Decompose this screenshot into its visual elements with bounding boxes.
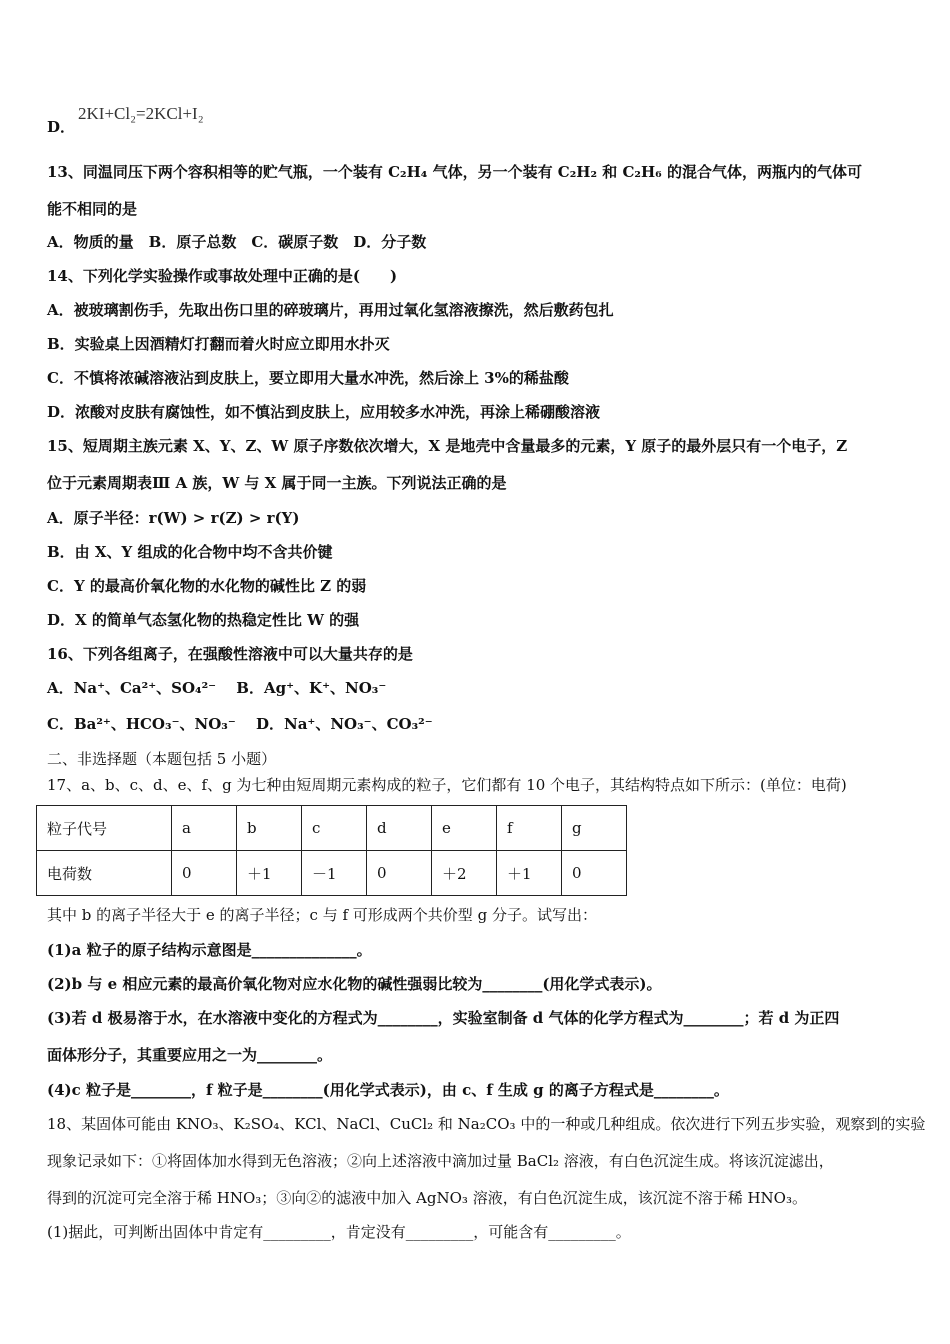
q17-stem: 17、a、b、c、d、e、f、g 为七种由短周期元素构成的粒子，它们都有 10 个电子，其结构特点如下所示：(单位：电荷) [47,776,847,794]
option-d-label: D． [47,118,76,136]
q15-option-b: B．由 X、Y 组成的化合物中均不含共价键 [47,543,333,561]
table-cell: e [432,806,497,851]
q15-option-d: D．X 的简单气态氢化物的热稳定性比 W 的强 [47,611,360,629]
q14-option-c: C．不慎将浓碱溶液沾到皮肤上，要立即用大量水冲洗，然后涂上 3%的稀盐酸 [47,369,569,387]
table-cell: 0 [367,851,432,896]
table-cell: b [237,806,302,851]
q18-part1: (1)据此，可判断出固体中肯定有_________，肯定没有_________，可能含有_________。 [47,1223,631,1241]
q16-options-ab: A．Na⁺、Ca²⁺、SO₄²⁻ B．Ag⁺、K⁺、NO₃⁻ [47,679,387,697]
table-cell: ＋1 [497,851,562,896]
q17-note: 其中 b 的离子半径大于 e 的离子半径；c 与 f 可形成两个共价型 g 分子。试写出： [47,906,597,924]
q18-line1: 18、某固体可能由 KNO₃、K₂SO₄、KCl、NaCl、CuCl₂ 和 Na₂CO₃ 中的一种或几种组成。依次进行下列五步实验，观察到的实验 [47,1115,926,1133]
q17-part1: (1)a 粒子的原子结构示意图是______________。 [47,941,372,959]
table-cell: ＋2 [432,851,497,896]
q17-part3-line1: (3)若 d 极易溶于水，在水溶液中变化的方程式为________，实验室制备 d 气体的化学方程式为________；若 d 为正四 [47,1009,840,1027]
q15-option-a: A．原子半径：r(W) > r(Z) > r(Y) [47,509,300,527]
table-cell: －1 [302,851,367,896]
q14-option-d: D．浓酸对皮肤有腐蚀性，如不慎沾到皮肤上，应用较多水冲洗，再涂上稀硼酸溶液 [47,403,601,421]
table-row [37,851,627,896]
table-cell: a [172,806,237,851]
q17-part4: (4)c 粒子是________，f 粒子是________(用化学式表示)，由 c、f 生成 g 的离子方程式是________。 [47,1081,729,1099]
table-row [37,806,627,851]
section-heading: 二、非选择题（本题包括 5 小题） [47,750,277,768]
q14-option-a: A．被玻璃割伤手，先取出伤口里的碎玻璃片，再用过氧化氢溶液擦洗，然后敷药包扎 [47,301,614,319]
q16-options-cd: C．Ba²⁺、HCO₃⁻、NO₃⁻ D．Na⁺、NO₃⁻、CO₃²⁻ [47,715,433,733]
table-cell: g [562,806,627,851]
q16-stem: 16、下列各组离子，在强酸性溶液中可以大量共存的是 [47,645,413,663]
table-cell: f [497,806,562,851]
table-cell: 0 [172,851,237,896]
table-cell: 0 [562,851,627,896]
q15-option-c: C．Y 的最高价氧化物的水化物的碱性比 Z 的弱 [47,577,367,595]
option-d-equation: 2KI+Cl₂=2KCl+I₂ [78,104,204,123]
table-cell: c [302,806,367,851]
q15-line2: 位于元素周期表Ⅲ A 族，W 与 X 属于同一主族。下列说法正确的是 [47,474,507,492]
q15-line1: 15、短周期主族元素 X、Y、Z、W 原子序数依次增大，X 是地壳中含量最多的元素，Y 原子的最外层只有一个电子，Z [47,437,848,455]
q18-line3: 得到的沉淀可完全溶于稀 HNO₃；③向②的滤液中加入 AgNO₃ 溶液，有白色沉淀生成，该沉淀不溶于稀 HNO₃。 [47,1189,807,1207]
q17-part2: (2)b 与 e 相应元素的最高价氧化物对应水化物的碱性强弱比较为________(用化学式表示)。 [47,975,662,993]
q14-stem: 14、下列化学实验操作或事故处理中正确的是( ) [47,267,398,285]
table-cell: ＋1 [237,851,302,896]
particle-table [36,805,627,896]
q13-line2: 能不相同的是 [47,200,138,218]
q17-part3-line2: 面体形分子，其重要应用之一为________。 [47,1046,333,1064]
q14-option-b: B．实验桌上因酒精灯打翻而着火时应立即用水扑灭 [47,335,390,353]
q13-line1: 13、同温同压下两个容积相等的贮气瓶，一个装有 C₂H₄ 气体，另一个装有 C₂H₂ 和 C₂H₆ 的混合气体，两瓶内的气体可 [47,163,862,181]
table-cell: 粒子代号 [37,806,172,851]
table-cell: 电荷数 [37,851,172,896]
q18-line2: 现象记录如下：①将固体加水得到无色溶液；②向上述溶液中滴加过量 BaCl₂ 溶液，有白色沉淀生成。将该沉淀滤出， [47,1152,834,1170]
q13-options: A．物质的量 B．原子总数 C．碳原子数 D．分子数 [47,233,427,251]
table-cell: d [367,806,432,851]
